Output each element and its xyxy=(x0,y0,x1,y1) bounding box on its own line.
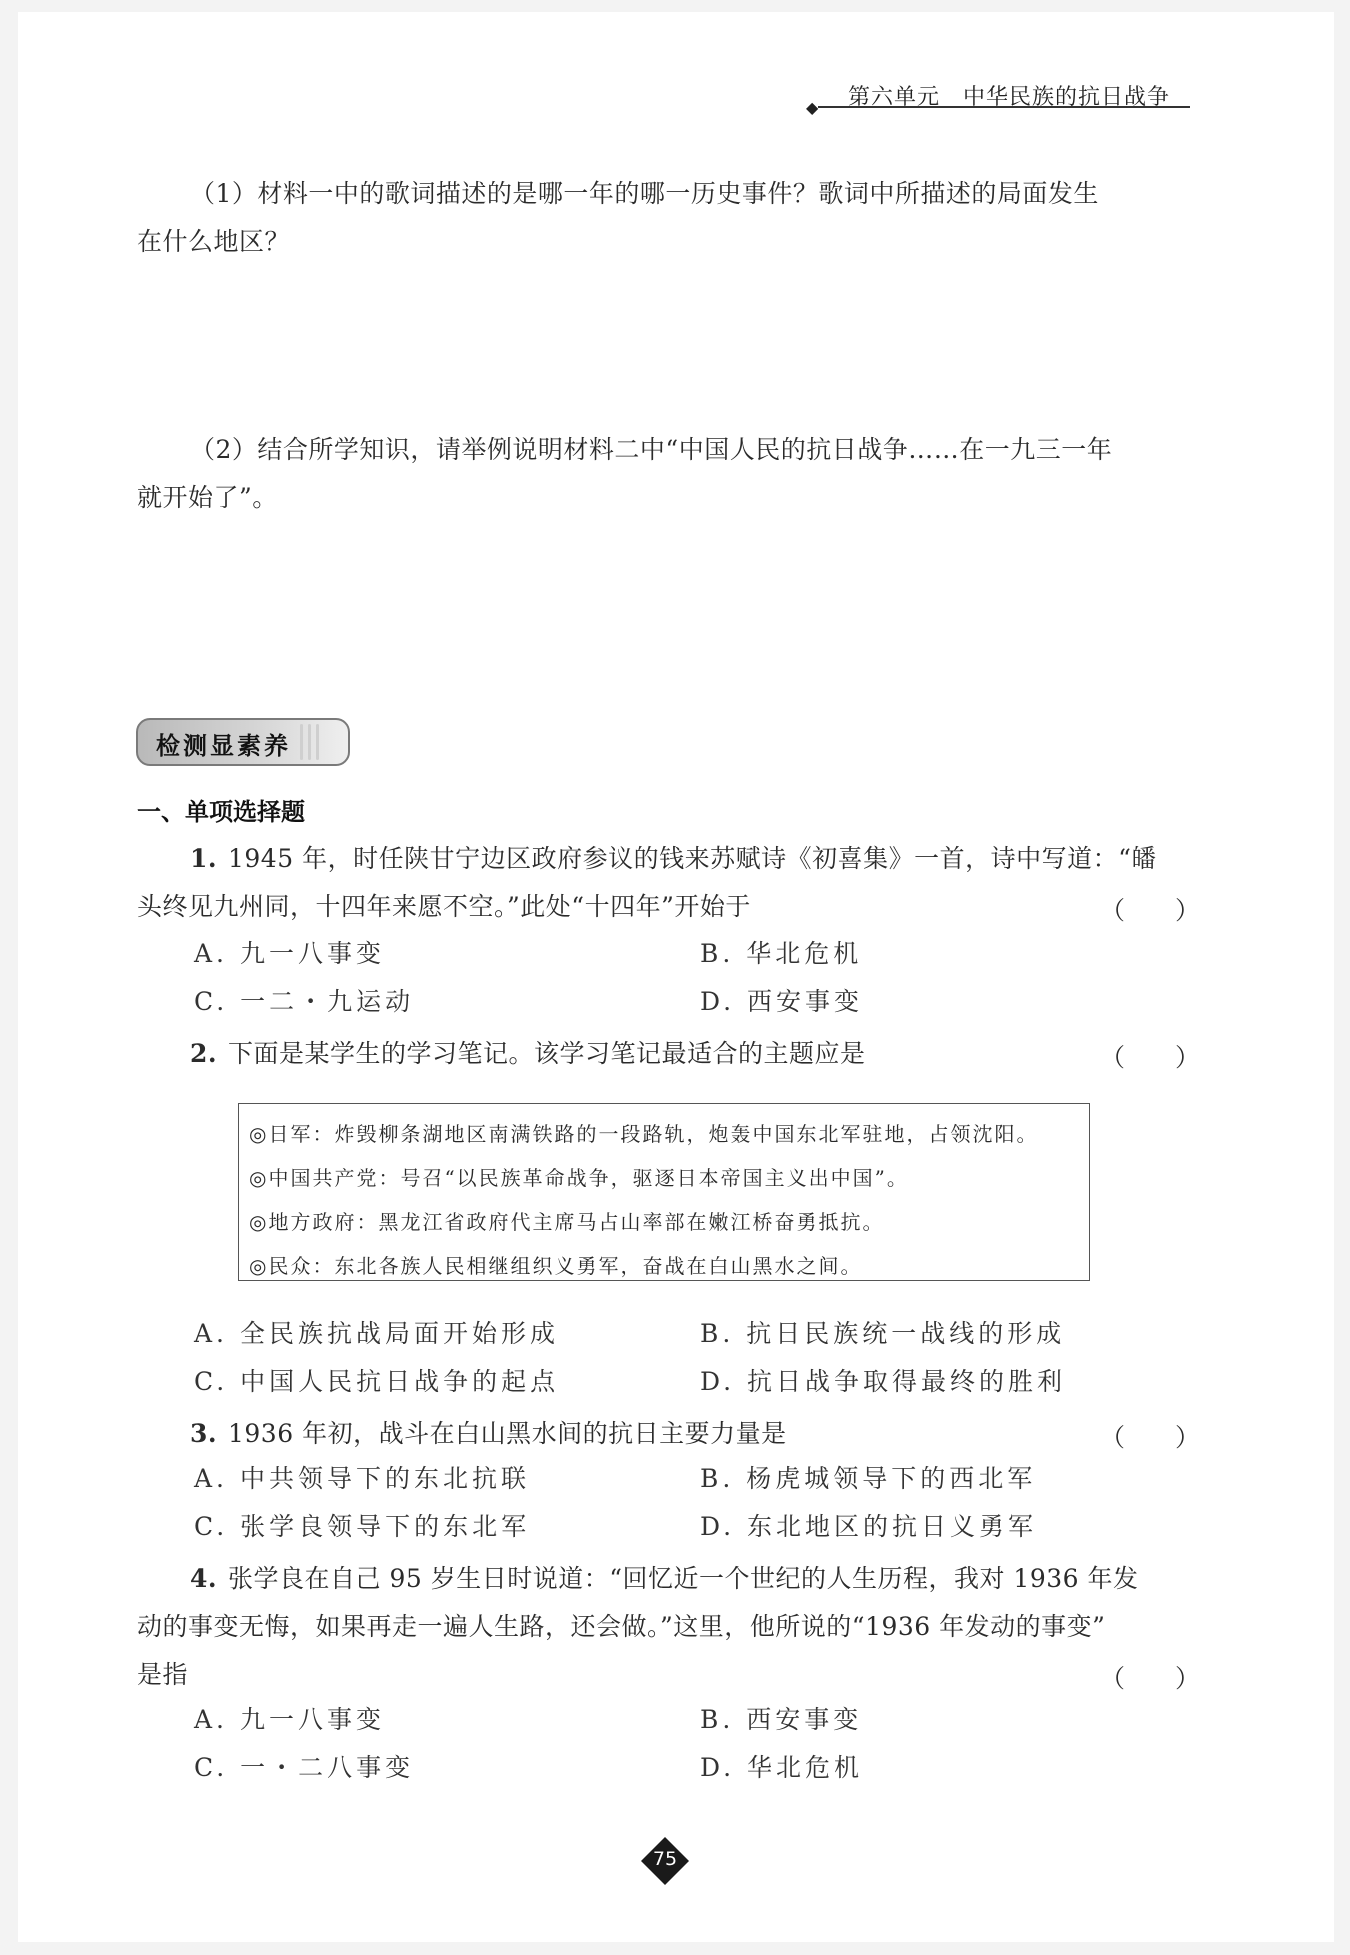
question-2-option-c[interactable]: C. 中国人民抗日战争的起点 xyxy=(194,1367,560,1396)
question-4-number: 4. xyxy=(190,1564,218,1593)
question-2-option-b[interactable]: B. 抗日民族统一战线的形成 xyxy=(700,1319,1066,1348)
question-3-option-b[interactable]: B. 杨虎城领导下的西北军 xyxy=(700,1464,1037,1493)
question-3-answer-blank[interactable]: （ ） xyxy=(1100,1423,1201,1452)
question-2-option-a[interactable]: A. 全民族抗战局面开始形成 xyxy=(194,1319,559,1348)
material-question-2-line1: （2）结合所学知识，请举例说明材料二中“中国人民的抗日战争……在一九三一年 xyxy=(190,435,1113,464)
page-number: 75 xyxy=(652,1848,678,1870)
material-question-1-line1: （1）材料一中的歌词描述的是哪一年的哪一历史事件？歌词中所描述的局面发生 xyxy=(190,179,1099,208)
question-2-line1: 下面是某学生的学习笔记。该学习笔记最适合的主题应是 xyxy=(228,1039,866,1068)
question-3-option-d[interactable]: D. 东北地区的抗日义勇军 xyxy=(700,1512,1038,1541)
question-4-line3: 是指 xyxy=(137,1660,189,1689)
page-number-badge xyxy=(640,1836,690,1886)
question-1-line1: 1945 年，时任陕甘宁边区政府参议的钱来苏赋诗《初喜集》一首，诗中写道：“皤 xyxy=(228,844,1157,873)
note-item: ◎中国共产党：号召“以民族革命战争，驱逐日本帝国主义出中国”。 xyxy=(249,1166,909,1190)
question-2-answer-blank[interactable]: （ ） xyxy=(1100,1043,1201,1072)
question-4-option-c[interactable]: C. 一・二八事变 xyxy=(194,1753,415,1782)
material-question-2-line2: 就开始了”。 xyxy=(137,483,278,512)
unit-title: 第六单元 中华民族的抗日战争 xyxy=(848,85,1171,110)
question-1-option-c[interactable]: C. 一二・九运动 xyxy=(194,987,415,1016)
question-3-number: 3. xyxy=(190,1419,218,1448)
question-4-option-d[interactable]: D. 华北危机 xyxy=(700,1753,864,1782)
question-2-number: 2. xyxy=(190,1039,218,1068)
question-4-line2: 动的事变无悔，如果再走一遍人生路，还会做。”这里，他所说的“1936 年发动的事变” xyxy=(137,1612,1106,1641)
badge-stripes xyxy=(300,720,360,764)
question-2-option-d[interactable]: D. 抗日战争取得最终的胜利 xyxy=(700,1367,1067,1396)
question-3-option-c[interactable]: C. 张学良领导下的东北军 xyxy=(194,1512,531,1541)
note-item: ◎民众：东北各族人民相继组织义勇军，奋战在白山黑水之间。 xyxy=(249,1254,863,1278)
question-1-option-b[interactable]: B. 华北危机 xyxy=(700,939,863,968)
question-4-option-b[interactable]: B. 西安事变 xyxy=(700,1705,863,1734)
material-question-1-line2: 在什么地区？ xyxy=(137,227,291,256)
question-3-option-a[interactable]: A. 中共领导下的东北抗联 xyxy=(194,1464,530,1493)
question-1-number: 1. xyxy=(190,844,218,873)
diamond-icon: ◆ xyxy=(806,98,819,117)
note-item: ◎日军：炸毁柳条湖地区南满铁路的一段路轨，炮轰中国东北军驻地，占领沈阳。 xyxy=(249,1122,1039,1146)
question-1-option-a[interactable]: A. 九一八事变 xyxy=(194,939,385,968)
question-1-line2: 头终见九州同，十四年来愿不空。”此处“十四年”开始于 xyxy=(137,892,751,921)
section-badge-label: 检测显素养 xyxy=(156,732,291,760)
question-1-option-d[interactable]: D. 西安事变 xyxy=(700,987,864,1016)
question-4-option-a[interactable]: A. 九一八事变 xyxy=(194,1705,385,1734)
page-sheet xyxy=(18,12,1334,1942)
section-title: 一、单项选择题 xyxy=(137,798,305,826)
question-4-line1: 张学良在自己 95 岁生日时说道：“回忆近一个世纪的人生历程，我对 1936 年发 xyxy=(228,1564,1139,1593)
question-4-answer-blank[interactable]: （ ） xyxy=(1100,1664,1201,1693)
note-item: ◎地方政府：黑龙江省政府代主席马占山率部在嫩江桥奋勇抵抗。 xyxy=(249,1210,885,1234)
study-notes-box xyxy=(238,1103,1090,1281)
question-3-line1: 1936 年初，战斗在白山黑水间的抗日主要力量是 xyxy=(228,1419,787,1448)
question-1-answer-blank[interactable]: （ ） xyxy=(1100,896,1201,925)
